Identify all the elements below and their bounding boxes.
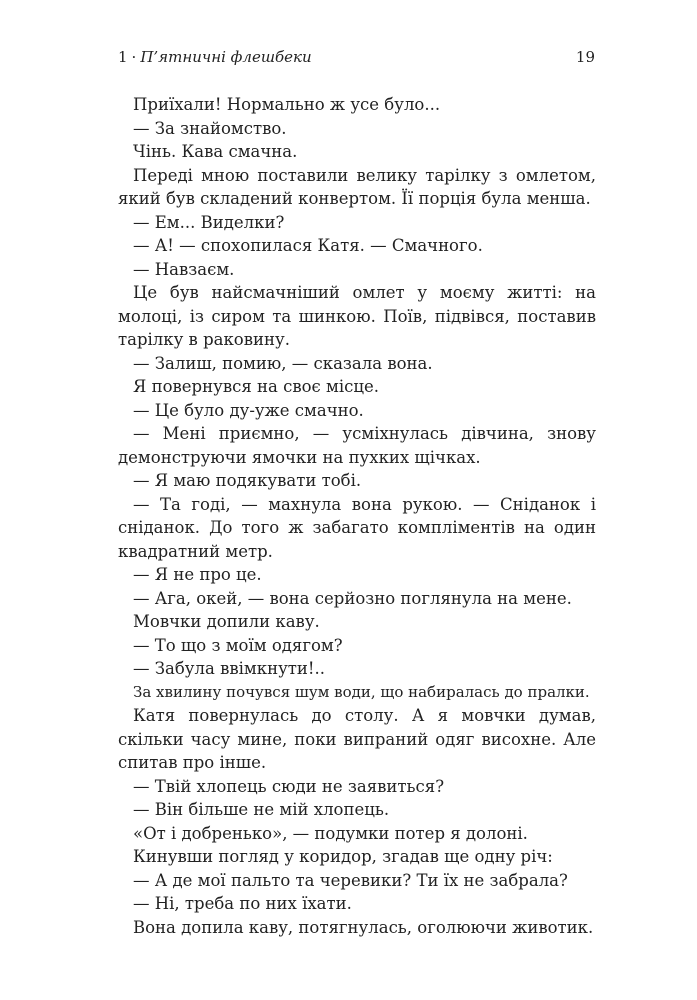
paragraph: Мовчки допили каву. xyxy=(133,612,320,631)
paragraph: — Залиш, помию, — сказала вона. xyxy=(133,353,433,373)
paragraph: — Забула ввімкнути!.. xyxy=(133,659,326,678)
paragraph: Переді мною поставили велику тарілку з омлетом, який був складений конвертом. Її порція була менша. xyxy=(118,165,596,208)
paragraph: — За знайомство. xyxy=(133,118,287,138)
paragraph: — Це було ду-уже смачно. xyxy=(133,400,364,420)
body-text xyxy=(118,93,596,939)
chapter-number: 1 xyxy=(118,48,128,66)
paragraph: Приїхали! Нормально ж усе було... xyxy=(133,95,441,114)
paragraph: Кинувши погляд у коридор, згадав ще одну річ: xyxy=(133,847,553,866)
chapter-title: П’ятничні флешбеки xyxy=(140,48,312,66)
paragraph: — То що з моїм одягом? xyxy=(133,635,343,655)
paragraph: За хвилину почувся шум води, що набиралась до пралки. xyxy=(133,682,590,701)
paragraph: Це був найсмачніший омлет у моєму житті: на молоці, із сиром та шинкою. Поїв, підвівся, поставив тарілку в раковину. xyxy=(118,283,596,349)
paragraph: — Ні, треба по них їхати. xyxy=(133,894,352,913)
paragraph: — Мені приємно, — усміхнулась дівчина, знову демонструючи ямочки на пухких щічках. xyxy=(118,424,596,467)
paragraph: Катя повернулась до столу. А я мовчки думав, скільки часу мине, поки випраний одяг висохне. Але спитав про інше. xyxy=(118,706,596,772)
paragraph: — А! — спохопилася Катя. — Смачного. xyxy=(133,236,483,255)
header-separator: · xyxy=(131,48,137,66)
paragraph: Я повернувся на своє місце. xyxy=(133,377,380,396)
paragraph: — Він більше не мій хлопець. xyxy=(133,800,390,819)
paragraph: Чінь. Кава смачна. xyxy=(133,142,298,161)
chapter-heading xyxy=(118,48,312,66)
page-number: 19 xyxy=(575,48,595,66)
paragraph: «От і добренько», — подумки потер я долоні. xyxy=(133,823,528,843)
paragraph: — Я маю подякувати тобі. xyxy=(133,471,362,490)
paragraph: — Ем... Виделки? xyxy=(133,212,285,232)
running-header xyxy=(118,48,595,72)
paragraph: — Та годі, — махнула вона рукою. — Сніданок і сніданок. До того ж забагато компліментів на один квадратний метр. xyxy=(118,494,596,561)
paragraph: — А де мої пальто та черевики? Ти їх не забрала? xyxy=(133,870,568,890)
paragraph: — Ага, окей, — вона серйозно поглянула на мене. xyxy=(133,588,572,608)
paragraph: Вона допила каву, потягнулась, оголюючи животик. xyxy=(133,917,594,937)
paragraph: — Навзаєм. xyxy=(133,259,235,279)
paragraph: — Я не про це. xyxy=(133,565,262,584)
paragraph: — Твій хлопець сюди не заявиться? xyxy=(133,776,445,796)
